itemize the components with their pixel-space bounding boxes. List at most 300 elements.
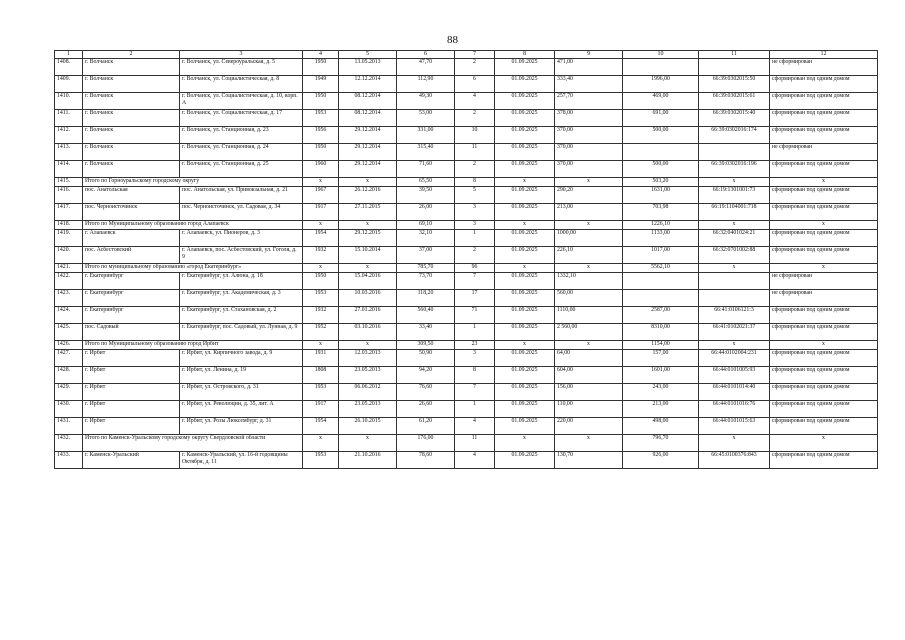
land-status-cell: сформирован под одним домом: [770, 401, 878, 418]
deadline-cell: 01.09.2025: [495, 350, 555, 367]
year-built-cell: 1952: [303, 324, 339, 341]
row-number-cell: 1423.: [55, 290, 83, 307]
settlement-cell: г. Екатеринбург: [83, 290, 180, 307]
table-row: [55, 144, 878, 161]
area-cell: 33,40: [397, 324, 455, 341]
land-status-cell: сформирован под одним домом: [770, 187, 878, 204]
area-cell: 26,00: [397, 204, 455, 221]
year-built-cell: 1931: [303, 350, 339, 367]
area-cell: 37,00: [397, 247, 455, 264]
header-row: [55, 51, 878, 59]
row-number-cell: 1411.: [55, 110, 83, 127]
date-cell: 13.05.2013: [339, 59, 397, 76]
header-cell: 12: [770, 51, 878, 59]
total-row: [55, 178, 878, 187]
area-cell: 49,30: [397, 93, 455, 110]
residents-cell: 71: [455, 307, 495, 324]
residents-cell: 96: [455, 264, 495, 273]
residents-cell: 1: [455, 401, 495, 418]
address-cell: г. Екатеринбург, ул. Академическая, д. 3: [180, 290, 303, 307]
year-built-cell: 1917: [303, 401, 339, 418]
residents-cell: 23: [455, 341, 495, 350]
cadastral-number-cell: 66:39:0302015:40: [699, 110, 770, 127]
deadline-cell: 01.09.2025: [495, 401, 555, 418]
address-cell: г. Екатеринбург, ул. Стахановская, д. 2: [180, 307, 303, 324]
deadline-cell: x: [495, 264, 555, 273]
land-status-cell: сформирован под одним домом: [770, 161, 878, 178]
land-status-cell: сформирован под одним домом: [770, 452, 878, 469]
date-cell: 27.01.2016: [339, 307, 397, 324]
plot-area-cell: 703,98: [623, 204, 699, 221]
cost-cell: 370,00: [555, 127, 623, 144]
area-cell: 785,70: [397, 264, 455, 273]
date-cell: 27.11.2015: [339, 204, 397, 221]
land-status-cell: сформирован под одним домом: [770, 127, 878, 144]
residents-cell: 6: [455, 76, 495, 93]
table-row: [55, 204, 878, 221]
row-number-cell: 1421.: [55, 264, 83, 273]
deadline-cell: 01.09.2025: [495, 324, 555, 341]
year-built-cell: x: [303, 264, 339, 273]
table-row: [55, 127, 878, 144]
residents-cell: 11: [455, 144, 495, 161]
land-status-cell: x: [770, 221, 878, 230]
address-cell: г. Волчанск, ул. Социалистическая, д. 8: [180, 76, 303, 93]
total-label-cell: Итого по Муниципальному образованию город Ирбит: [83, 341, 303, 350]
date-cell: 06.06.2012: [339, 384, 397, 401]
date-cell: 29.12.2014: [339, 127, 397, 144]
row-number-cell: 1422.: [55, 273, 83, 290]
cost-cell: 220,00: [555, 418, 623, 435]
deadline-cell: x: [495, 178, 555, 187]
plot-area-cell: 1154,00: [623, 341, 699, 350]
land-status-cell: не сформирован: [770, 144, 878, 161]
header-cell: 9: [555, 51, 623, 59]
row-number-cell: 1408.: [55, 59, 83, 76]
row-number-cell: 1429.: [55, 384, 83, 401]
table-row: [55, 110, 878, 127]
date-cell: 08.12.2014: [339, 110, 397, 127]
residents-cell: 17: [455, 290, 495, 307]
plot-area-cell: 926,00: [623, 452, 699, 469]
land-status-cell: x: [770, 178, 878, 187]
row-number-cell: 1424.: [55, 307, 83, 324]
cost-cell: 226,10: [555, 247, 623, 264]
residents-cell: 2: [455, 161, 495, 178]
area-cell: 71,60: [397, 161, 455, 178]
row-number-cell: 1418.: [55, 221, 83, 230]
year-built-cell: 1808: [303, 367, 339, 384]
deadline-cell: 01.09.2025: [495, 273, 555, 290]
cadastral-number-cell: 66:39:0302015:61: [699, 93, 770, 110]
header-cell: 10: [623, 51, 699, 59]
cost-cell: 1110,00: [555, 307, 623, 324]
table-row: [55, 59, 878, 76]
settlement-cell: пос. Садовый: [83, 324, 180, 341]
land-status-cell: сформирован под одним домом: [770, 93, 878, 110]
table-row: [55, 93, 878, 110]
settlement-cell: г. Ирбит: [83, 418, 180, 435]
table-row: [55, 324, 878, 341]
cadastral-number-cell: x: [699, 178, 770, 187]
year-built-cell: 1949: [303, 76, 339, 93]
settlement-cell: пос. Асбестовский: [83, 247, 180, 264]
deadline-cell: 01.09.2025: [495, 290, 555, 307]
cadastral-number-cell: 66:44:0101015:63: [699, 418, 770, 435]
residents-cell: 3: [455, 204, 495, 221]
residents-cell: 5: [455, 187, 495, 204]
cadastral-number-cell: 66:19:1104001:718: [699, 204, 770, 221]
residents-cell: 1: [455, 230, 495, 247]
plot-area-cell: 500,00: [623, 161, 699, 178]
settlement-cell: г. Ирбит: [83, 350, 180, 367]
settlement-cell: г. Каменск-Уральский: [83, 452, 180, 469]
date-cell: 12.03.2013: [339, 350, 397, 367]
cadastral-number-cell: 66:32:0701002:88: [699, 247, 770, 264]
deadline-cell: 01.09.2025: [495, 247, 555, 264]
land-status-cell: x: [770, 264, 878, 273]
cost-cell: 257,70: [555, 93, 623, 110]
table-row: [55, 187, 878, 204]
year-built-cell: 1917: [303, 204, 339, 221]
area-cell: 94,20: [397, 367, 455, 384]
cadastral-number-cell: 66:44:0101016:76: [699, 401, 770, 418]
residents-cell: 8: [455, 367, 495, 384]
land-status-cell: x: [770, 341, 878, 350]
settlement-cell: г. Ирбит: [83, 367, 180, 384]
year-built-cell: 1950: [303, 273, 339, 290]
cadastral-number-cell: 66:39:0302016:174: [699, 127, 770, 144]
settlement-cell: г. Ирбит: [83, 401, 180, 418]
row-number-cell: 1425.: [55, 324, 83, 341]
plot-area-cell: 1631,00: [623, 187, 699, 204]
address-cell: г. Екатеринбург, ул. Алюна, д. 18: [180, 273, 303, 290]
year-built-cell: 1950: [303, 93, 339, 110]
row-number-cell: 1431.: [55, 418, 83, 435]
table-row: [55, 273, 878, 290]
row-number-cell: 1419.: [55, 230, 83, 247]
settlement-cell: г. Волчанск: [83, 76, 180, 93]
settlement-cell: г. Волчанск: [83, 127, 180, 144]
land-status-cell: не сформирован: [770, 273, 878, 290]
residents-cell: 8: [455, 178, 495, 187]
deadline-cell: 01.09.2025: [495, 418, 555, 435]
residents-cell: 4: [455, 452, 495, 469]
date-cell: 26.10.2015: [339, 418, 397, 435]
year-built-cell: 1954: [303, 230, 339, 247]
area-cell: 26,60: [397, 401, 455, 418]
settlement-cell: г. Екатеринбург: [83, 273, 180, 290]
table-row: [55, 452, 878, 469]
table-row: [55, 401, 878, 418]
deadline-cell: x: [495, 341, 555, 350]
row-number-cell: 1412.: [55, 127, 83, 144]
total-row: [55, 221, 878, 230]
plot-area-cell: 469,00: [623, 93, 699, 110]
header-cell: 3: [180, 51, 303, 59]
plot-area-cell: [623, 59, 699, 76]
cadastral-number-cell: [699, 144, 770, 161]
year-built-cell: x: [303, 435, 339, 452]
deadline-cell: 01.09.2025: [495, 76, 555, 93]
land-status-cell: сформирован под одним домом: [770, 110, 878, 127]
cadastral-number-cell: 66:39:0302016:196: [699, 161, 770, 178]
row-number-cell: 1413.: [55, 144, 83, 161]
address-cell: г. Ирбит, ул. Островского, д. 31: [180, 384, 303, 401]
address-cell: пос. Анатольская, ул. Привокзальная, д. 21: [180, 187, 303, 204]
date-cell: 29.12.2015: [339, 230, 397, 247]
cost-cell: 110,00: [555, 401, 623, 418]
plot-area-cell: 500,00: [623, 127, 699, 144]
cost-cell: 64,00: [555, 350, 623, 367]
land-status-cell: сформирован под одним домом: [770, 418, 878, 435]
area-cell: 32,10: [397, 230, 455, 247]
table-row: [55, 350, 878, 367]
cost-cell: 130,70: [555, 452, 623, 469]
settlement-cell: г. Алапаевск: [83, 230, 180, 247]
header-cell: 6: [397, 51, 455, 59]
cost-cell: 1332,10: [555, 273, 623, 290]
plot-area-cell: 498,00: [623, 418, 699, 435]
total-label-cell: Итого по Каменск-Уральскому городскому округу Свердловской области: [83, 435, 303, 452]
cadastral-number-cell: 66:45:0100376:843: [699, 452, 770, 469]
row-number-cell: 1433.: [55, 452, 83, 469]
plot-area-cell: 1017,00: [623, 247, 699, 264]
total-label-cell: Итого по Горноуральскому городскому округу: [83, 178, 303, 187]
cadastral-number-cell: x: [699, 341, 770, 350]
cadastral-number-cell: 66:32:0401024:21: [699, 230, 770, 247]
cost-cell: 560,00: [555, 290, 623, 307]
plot-area-cell: 157,00: [623, 350, 699, 367]
date-cell: x: [339, 178, 397, 187]
plot-area-cell: 2587,00: [623, 307, 699, 324]
cost-cell: x: [555, 178, 623, 187]
area-cell: 50,90: [397, 350, 455, 367]
settlement-cell: г. Екатеринбург: [83, 307, 180, 324]
date-cell: 23.05.2013: [339, 367, 397, 384]
cost-cell: 370,00: [555, 144, 623, 161]
settlement-cell: г. Волчанск: [83, 59, 180, 76]
address-cell: пос. Черноисточинск, ул. Садовая, д. 34: [180, 204, 303, 221]
cost-cell: 1000,00: [555, 230, 623, 247]
deadline-cell: 01.09.2025: [495, 307, 555, 324]
cadastral-number-cell: x: [699, 264, 770, 273]
residents-cell: 4: [455, 418, 495, 435]
date-cell: 03.10.2016: [339, 324, 397, 341]
area-cell: 118,20: [397, 290, 455, 307]
date-cell: 15.10.2014: [339, 247, 397, 264]
plot-area-cell: 1996,00: [623, 76, 699, 93]
residents-cell: 7: [455, 384, 495, 401]
plot-area-cell: 1133,00: [623, 230, 699, 247]
residents-cell: 2: [455, 59, 495, 76]
table-row: [55, 76, 878, 93]
cost-cell: 471,00: [555, 59, 623, 76]
year-built-cell: 1956: [303, 127, 339, 144]
cost-cell: 156,00: [555, 384, 623, 401]
land-status-cell: сформирован под одним домом: [770, 204, 878, 221]
area-cell: 39,50: [397, 187, 455, 204]
plot-area-cell: 796,70: [623, 435, 699, 452]
header-cell: 11: [699, 51, 770, 59]
header-cell: 7: [455, 51, 495, 59]
cost-cell: x: [555, 435, 623, 452]
address-cell: г. Волчанск, ул. Социалистическая, д. 10, корп. А: [180, 93, 303, 110]
address-cell: г. Ирбит, ул. Революции, д. 35, лит. А: [180, 401, 303, 418]
header-cell: 5: [339, 51, 397, 59]
year-built-cell: 1960: [303, 161, 339, 178]
deadline-cell: 01.09.2025: [495, 367, 555, 384]
residents-cell: 3: [455, 350, 495, 367]
deadline-cell: 01.09.2025: [495, 59, 555, 76]
land-status-cell: x: [770, 435, 878, 452]
header-cell: 4: [303, 51, 339, 59]
row-number-cell: 1420.: [55, 247, 83, 264]
year-built-cell: 1953: [303, 110, 339, 127]
plot-area-cell: 691,00: [623, 110, 699, 127]
date-cell: 26.12.2016: [339, 187, 397, 204]
settlement-cell: г. Волчанск: [83, 93, 180, 110]
date-cell: x: [339, 341, 397, 350]
cadastral-number-cell: 66:44:0101014:40: [699, 384, 770, 401]
settlement-cell: г. Волчанск: [83, 161, 180, 178]
row-number-cell: 1414.: [55, 161, 83, 178]
address-cell: г. Алапаевск, ул. Пионеров, д. 3: [180, 230, 303, 247]
cadastral-number-cell: 66:19:1301001:73: [699, 187, 770, 204]
date-cell: 23.05.2013: [339, 401, 397, 418]
table-row: [55, 307, 878, 324]
cadastral-number-cell: [699, 59, 770, 76]
land-status-cell: не сформирован: [770, 290, 878, 307]
deadline-cell: 01.09.2025: [495, 93, 555, 110]
deadline-cell: x: [495, 435, 555, 452]
land-status-cell: не сформирован: [770, 59, 878, 76]
land-status-cell: сформирован под одним домом: [770, 247, 878, 264]
table-row: [55, 161, 878, 178]
deadline-cell: 01.09.2025: [495, 161, 555, 178]
date-cell: 12.12.2014: [339, 76, 397, 93]
row-number-cell: 1427.: [55, 350, 83, 367]
cadastral-number-cell: 66:44:0101005:93: [699, 367, 770, 384]
land-status-cell: сформирован под одним домом: [770, 367, 878, 384]
year-built-cell: 1953: [303, 290, 339, 307]
cadastral-number-cell: [699, 273, 770, 290]
residents-cell: 7: [455, 273, 495, 290]
year-built-cell: x: [303, 341, 339, 350]
cost-cell: x: [555, 341, 623, 350]
deadline-cell: 01.09.2025: [495, 110, 555, 127]
plot-area-cell: [623, 273, 699, 290]
plot-area-cell: 5562,10: [623, 264, 699, 273]
plot-area-cell: [623, 144, 699, 161]
residents-cell: 10: [455, 127, 495, 144]
address-cell: г. Алапаевск, пос. Асбестовский, ул. Гоголя, д. 9: [180, 247, 303, 264]
cost-cell: x: [555, 221, 623, 230]
year-built-cell: 1954: [303, 418, 339, 435]
year-built-cell: x: [303, 221, 339, 230]
cadastral-number-cell: [699, 290, 770, 307]
table-row: [55, 230, 878, 247]
land-status-cell: сформирован под одним домом: [770, 324, 878, 341]
area-cell: 61,20: [397, 418, 455, 435]
area-cell: 112,90: [397, 76, 455, 93]
deadline-cell: 01.09.2025: [495, 384, 555, 401]
date-cell: x: [339, 435, 397, 452]
row-number-cell: 1417.: [55, 204, 83, 221]
area-cell: 309,50: [397, 341, 455, 350]
area-cell: 76,60: [397, 384, 455, 401]
cost-cell: 2 560,00: [555, 324, 623, 341]
date-cell: 08.12.2014: [339, 93, 397, 110]
page-number: 88: [447, 34, 458, 46]
area-cell: 315,40: [397, 144, 455, 161]
total-row: [55, 341, 878, 350]
deadline-cell: x: [495, 221, 555, 230]
date-cell: 29.12.2014: [339, 144, 397, 161]
date-cell: x: [339, 221, 397, 230]
total-row: [55, 435, 878, 452]
header-cell: 1: [55, 51, 83, 59]
plot-area-cell: 1601,00: [623, 367, 699, 384]
deadline-cell: 01.09.2025: [495, 127, 555, 144]
cost-cell: 370,00: [555, 161, 623, 178]
plot-area-cell: 243,00: [623, 384, 699, 401]
year-built-cell: 1953: [303, 384, 339, 401]
cadastral-number-cell: 66:41:0102021:37: [699, 324, 770, 341]
row-number-cell: 1415.: [55, 178, 83, 187]
year-built-cell: x: [303, 178, 339, 187]
total-row: [55, 264, 878, 273]
table-row: [55, 247, 878, 264]
address-cell: г. Волчанск, ул. Станционная, д. 23: [180, 127, 303, 144]
address-cell: г. Ирбит, ул. Кирпичного завода, д. 9: [180, 350, 303, 367]
settlement-cell: г. Волчанск: [83, 110, 180, 127]
table-row: [55, 290, 878, 307]
cadastral-number-cell: 66:39:0302015:50: [699, 76, 770, 93]
plot-area-cell: 1226,10: [623, 221, 699, 230]
year-built-cell: 1932: [303, 307, 339, 324]
date-cell: 21.10.2016: [339, 452, 397, 469]
settlement-cell: пос. Черноисточинск: [83, 204, 180, 221]
row-number-cell: 1416.: [55, 187, 83, 204]
residents-cell: 11: [455, 435, 495, 452]
area-cell: 65,50: [397, 178, 455, 187]
year-built-cell: 1950: [303, 59, 339, 76]
total-label-cell: Итого по муниципальному образованию «город Екатеринбург»: [83, 264, 303, 273]
address-cell: г. Ирбит, ул. Ленина, д. 19: [180, 367, 303, 384]
residents-cell: 4: [455, 93, 495, 110]
cadastral-number-cell: x: [699, 221, 770, 230]
cadastral-number-cell: 66:44:0102004:231: [699, 350, 770, 367]
date-cell: 15.04.2016: [339, 273, 397, 290]
cost-cell: 333,40: [555, 76, 623, 93]
plot-area-cell: 8310,00: [623, 324, 699, 341]
row-number-cell: 1430.: [55, 401, 83, 418]
address-cell: г. Ирбит, ул. Розы Люксембург, д. 31: [180, 418, 303, 435]
address-cell: г. Волчанск, ул. Станционная, д. 24: [180, 144, 303, 161]
residents-cell: 2: [455, 247, 495, 264]
total-label-cell: Итого по Муниципальному образованию город Алапаевск: [83, 221, 303, 230]
table-row: [55, 384, 878, 401]
address-cell: г. Волчанск, ул. Социалистическая, д. 17: [180, 110, 303, 127]
table-row: [55, 367, 878, 384]
row-number-cell: 1428.: [55, 367, 83, 384]
cost-cell: 604,00: [555, 367, 623, 384]
area-cell: 560,40: [397, 307, 455, 324]
deadline-cell: 01.09.2025: [495, 204, 555, 221]
header-cell: 2: [83, 51, 180, 59]
row-number-cell: 1432.: [55, 435, 83, 452]
